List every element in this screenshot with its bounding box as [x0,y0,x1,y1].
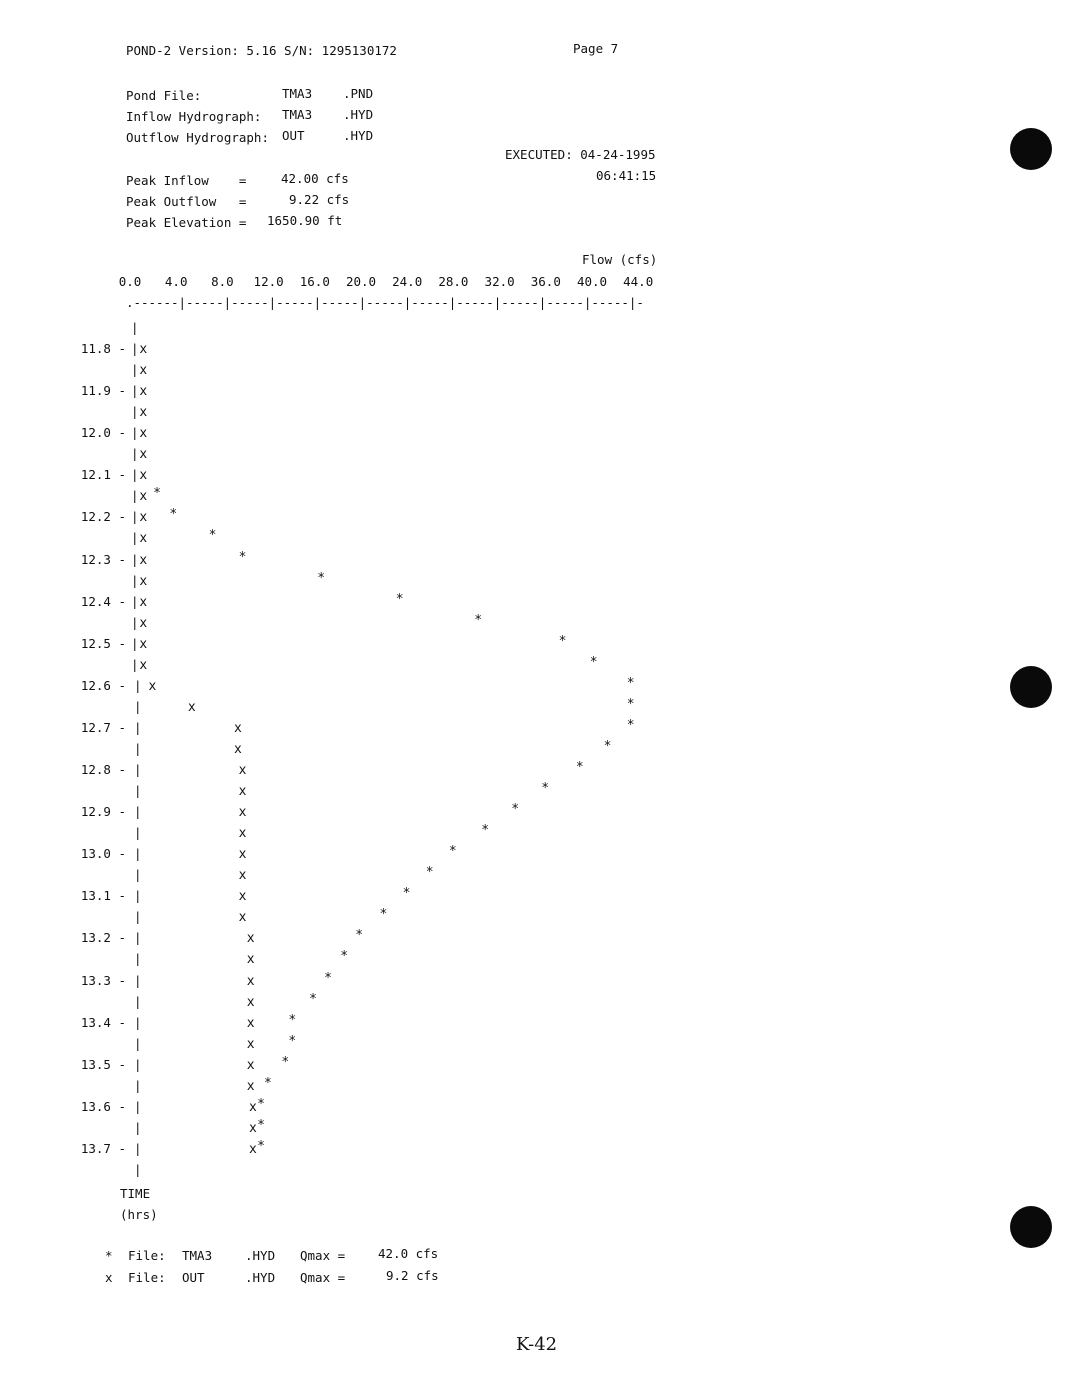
inflow-point: * [257,1117,265,1133]
outflow-point: x [238,826,247,842]
inflow-point: * [288,1012,297,1028]
executed-time: 06:41:15 [596,168,657,183]
y-tick-label: 12.0 - [80,425,126,441]
peak-outflow-label: Peak Outflow = [126,194,247,209]
inflow-hydrograph-label: Inflow Hydrograph: [126,109,262,124]
inflow-point: * [626,696,635,712]
x-tick-label: 36.0 [530,274,561,289]
y-axis-segment: | [131,467,139,483]
outflow-point: x [139,615,148,631]
legend-file-label-outflow: File: [128,1270,166,1285]
y-axis-segment: | [131,635,139,651]
legend-file-label-inflow: File: [128,1248,166,1263]
y-axis-segment: | [134,719,142,735]
inflow-hydrograph-ext: .HYD [343,107,374,122]
outflow-point: x [246,973,255,989]
inflow-point: * [626,717,635,733]
outflow-hydrograph-name: OUT [282,128,305,143]
outflow-point: x [238,889,247,905]
y-axis-segment: | [131,509,139,525]
outflow-point: x [249,1141,257,1157]
y-tick-label: 13.7 - [80,1140,126,1156]
inflow-point: * [324,970,332,986]
y-axis-segment: | [134,677,142,693]
y-tick-label: 12.6 - [80,677,126,693]
peak-outflow-value: 9.22 cfs [289,192,350,207]
y-axis-segment: | [134,1056,142,1072]
y-tick-label: 12.2 - [80,509,126,525]
inflow-point: * [379,907,388,923]
inflow-point: * [541,781,550,797]
y-tick-label: 12.8 - [80,762,126,777]
y-axis-segment: | [134,1014,142,1030]
page-label: Page 7 [573,41,619,56]
y-axis-segment: | [134,1077,142,1093]
outflow-point: x [139,489,148,505]
outflow-point: x [246,1078,255,1094]
y-tick-label: 12.1 - [80,467,126,483]
y-axis-label-units: (hrs) [120,1207,158,1222]
y-axis-segment: | [131,446,139,462]
outflow-point: x [246,1057,255,1073]
y-axis-segment: | [134,888,142,904]
inflow-point: * [153,486,162,502]
y-axis-segment: | [131,656,139,672]
y-axis-segment: | [131,572,139,588]
y-axis-segment: | [131,488,139,504]
outflow-point: x [246,1036,255,1052]
outflow-point: x [246,931,255,947]
x-tick-label: 0.0 [118,274,142,289]
y-axis-segment: | [134,1140,142,1156]
y-axis-segment: | [131,319,139,335]
outflow-point: x [246,952,255,968]
y-axis-segment: | [134,783,142,799]
inflow-point: * [257,1138,265,1154]
inflow-point: * [589,654,598,670]
y-tick-label: 12.5 - [80,635,126,651]
x-tick-label: 8.0 [211,274,234,289]
outflow-point: x [139,405,148,421]
outflow-point: x [139,447,148,463]
y-axis-segment: | [131,383,139,399]
y-axis-segment: | [134,1119,142,1135]
legend-qmax-label-inflow: Qmax = [300,1248,346,1263]
peak-elevation-label: Peak Elevation = [126,215,247,230]
x-tick-label: 44.0 [623,274,654,289]
outflow-point: x [238,763,247,778]
legend-file-ext-inflow: .HYD [245,1248,276,1263]
outflow-point: x [246,994,255,1010]
y-axis-segment: | [134,825,142,841]
legend-qmax-value-inflow: 42.0 cfs [378,1246,439,1261]
legend-file-ext-outflow: .HYD [245,1270,276,1285]
inflow-point: * [511,802,520,818]
inflow-point: * [264,1075,272,1091]
inflow-point: * [575,760,584,775]
outflow-point: x [139,573,148,589]
executed-date: EXECUTED: 04-24-1995 [505,147,656,162]
outflow-point: x [139,636,148,652]
outflow-point: x [238,784,247,800]
inflow-hydrograph-name: TMA3 [282,107,313,122]
y-axis-segment: | [131,404,139,420]
inflow-point: * [257,1096,265,1112]
outflow-hydrograph-label: Outflow Hydrograph: [126,130,269,145]
inflow-point: * [395,591,404,607]
y-tick-label: 11.8 - [80,341,126,356]
outflow-point: x [139,342,148,357]
legend-marker-inflow: * [105,1248,113,1263]
y-axis-segment: | [131,530,139,546]
y-tick-label: 12.4 - [80,593,126,609]
outflow-point: x [234,741,242,757]
y-tick-label: 13.6 - [80,1098,126,1114]
y-tick-label: 13.2 - [80,930,126,946]
y-tick-label: 13.5 - [80,1056,126,1072]
inflow-point: * [309,991,317,1007]
outflow-point: x [139,594,148,610]
inflow-point: * [208,528,217,544]
y-axis-segment: | [134,867,142,883]
y-axis-segment: | [131,341,139,356]
inflow-point: * [402,886,411,902]
y-axis-segment: | [134,930,142,946]
inflow-point: * [317,570,326,586]
peak-inflow-label: Peak Inflow = [126,173,247,188]
y-axis-segment: | [131,593,139,609]
outflow-hydrograph-ext: .HYD [343,128,374,143]
inflow-point: * [288,1033,297,1049]
outflow-point: x [238,805,247,821]
inflow-point: * [474,612,483,628]
y-tick-label: 13.3 - [80,972,126,988]
page-number: K-42 [516,1334,558,1355]
inflow-point: * [340,949,349,965]
x-tick-label: 12.0 [253,274,284,289]
outflow-point: x [139,363,148,379]
inflow-point: * [281,1054,290,1070]
y-axis-segment: | [131,362,139,378]
inflow-point: * [425,865,434,881]
outflow-point: x [249,1120,257,1136]
x-tick-label: 16.0 [299,274,330,289]
x-tick-label: 28.0 [438,274,469,289]
y-tick-label: 12.9 - [80,804,126,820]
legend-qmax-label-outflow: Qmax = [300,1270,346,1285]
outflow-point: x [139,531,148,547]
x-axis-label: Flow (cfs) [582,252,658,267]
outflow-point: x [238,910,247,926]
y-axis-segment: | [134,740,142,756]
inflow-point: * [448,844,457,860]
outflow-point: x [139,510,148,526]
inflow-point: * [558,633,567,649]
outflow-point: x [249,1099,257,1115]
version-line: POND-2 Version: 5.16 S/N: 1295130172 [126,43,397,58]
y-axis-segment: | [134,993,142,1009]
outflow-point: x [139,384,148,400]
y-axis-segment: | [131,614,139,630]
y-axis-segment: | [134,846,142,862]
y-axis-segment: | [134,804,142,820]
outflow-point: x [238,868,247,884]
outflow-point: x [234,720,242,736]
inflow-point: * [238,549,247,565]
legend-marker-outflow: x [105,1270,113,1285]
outflow-point: x [238,847,247,863]
outflow-point: x [139,657,148,673]
y-axis-segment: | [134,951,142,967]
outflow-point: x [139,552,148,568]
outflow-point: x [139,468,148,484]
outflow-point: x [148,678,157,694]
y-axis-segment: | [134,698,142,714]
x-tick-label: 32.0 [484,274,515,289]
inflow-point: * [603,738,612,754]
x-tick-label: 20.0 [345,274,377,289]
x-tick-label: 40.0 [576,274,608,289]
inflow-point: * [626,675,635,691]
y-axis-segment: | [134,972,142,988]
inflow-point: * [355,928,364,944]
pond-file-name: TMA3 [282,86,313,101]
pond-file-ext: .PND [343,86,374,101]
y-tick-label: 12.3 - [80,551,126,567]
outflow-point: x [139,426,148,442]
y-tick-label: 13.4 - [80,1014,126,1030]
outflow-point: x [187,699,196,715]
x-axis-ruler: .------|-----|-----|-----|-----|-----|-----|-----|-----|-----|-----|- [126,295,644,310]
inflow-point: * [481,823,490,839]
y-tick-label: 13.1 - [80,888,126,904]
y-axis-segment: | [134,1098,142,1114]
y-axis-segment: | [134,1035,142,1051]
peak-inflow-value: 42.00 cfs [281,171,349,186]
y-axis-segment: | [134,762,142,777]
y-axis-segment: | [134,909,142,925]
peak-elevation-value: 1650.90 ft [267,213,343,228]
outflow-point: x [246,1015,255,1031]
y-axis-segment: | [131,425,139,441]
x-tick-label: 4.0 [164,274,188,289]
inflow-point: * [169,507,178,523]
x-tick-label: 24.0 [392,274,423,289]
pond-file-label: Pond File: [126,88,202,103]
legend-file-name-inflow: TMA3 [182,1248,213,1263]
y-axis-segment: | [131,551,139,567]
y-tick-label: 12.7 - [80,719,126,735]
y-tick-label: 13.0 - [80,846,126,862]
legend-qmax-value-outflow: 9.2 cfs [386,1268,439,1283]
y-axis-label-time: TIME [120,1186,151,1201]
legend-file-name-outflow: OUT [182,1270,205,1285]
y-tick-label: 11.9 - [80,383,126,399]
y-axis-segment: | [134,1161,142,1177]
